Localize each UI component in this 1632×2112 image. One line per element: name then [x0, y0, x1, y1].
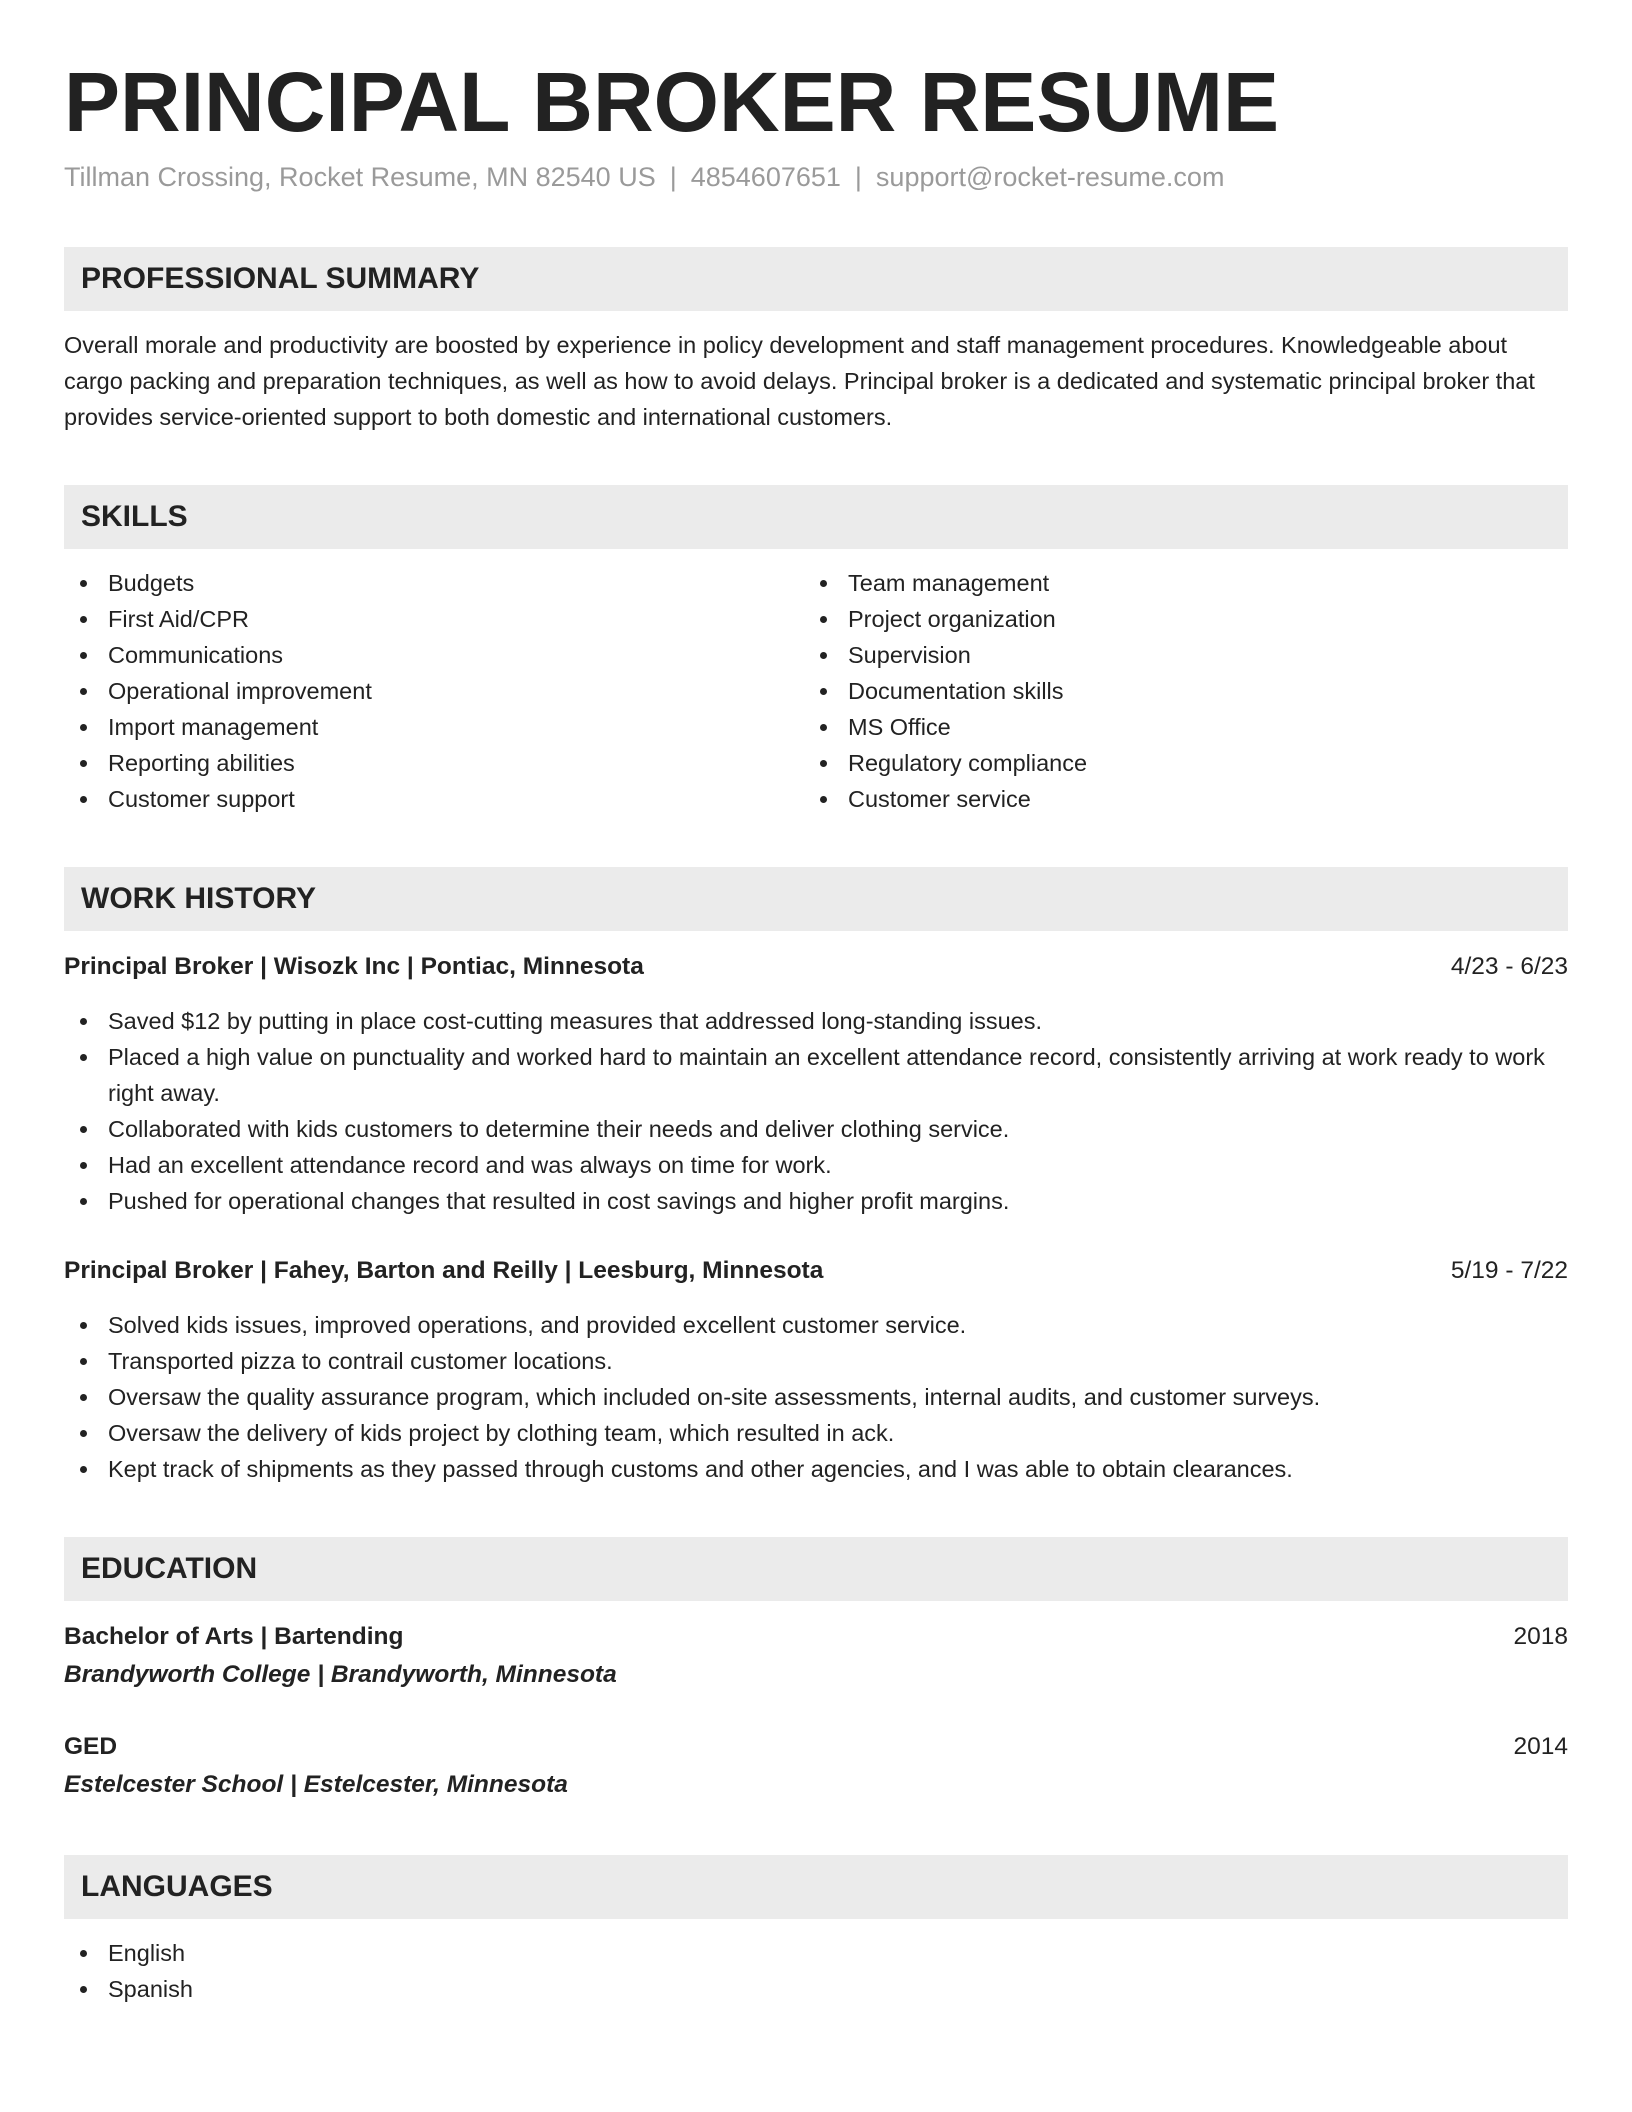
resume-title: PRINCIPAL BROKER RESUME [64, 55, 1280, 149]
skill-item: Communications [64, 637, 804, 673]
skills-column-left [64, 565, 804, 817]
contact-separator: | [854, 161, 862, 192]
section-heading-skills: SKILLS [64, 485, 1568, 549]
skill-item: Regulatory compliance [804, 745, 1544, 781]
job-bullet: Had an excellent attendance record and was always on time for work. [64, 1147, 1568, 1183]
summary-text: Overall morale and productivity are boosted by experience in policy development and staff management procedures. Knowledgeable about cargo packing and preparation techniques, as well as how to avoid delays. Principal broker is a dedicated and systematic principal broker that provides service-oriented support to both domestic and international customers. [64, 331, 1535, 430]
contact-phone: 4854607651 [690, 161, 841, 192]
education-entry [64, 1619, 1568, 1695]
job-bullet: Pushed for operational changes that resulted in cost savings and higher profit margins. [64, 1183, 1568, 1219]
contact-email: support@rocket-resume.com [875, 161, 1225, 192]
job-entry [64, 1253, 1568, 1487]
job-bullet: Solved kids issues, improved operations, and provided excellent customer service. [64, 1307, 1568, 1343]
job-bullet: Placed a high value on punctuality and worked hard to maintain an excellent attendance record, consistently arriving at work ready to work right away. [64, 1039, 1568, 1111]
job-header [64, 1253, 1568, 1289]
skill-item: Supervision [804, 637, 1544, 673]
section-heading-languages: LANGUAGES [64, 1855, 1568, 1919]
skills-list [64, 565, 1568, 817]
education-degree: Bachelor of Arts | Bartending [64, 1622, 404, 1650]
contact-line [64, 161, 1568, 193]
skill-item: Customer service [804, 781, 1544, 817]
skill-item: MS Office [804, 709, 1544, 745]
job-bullet: Saved $12 by putting in place cost-cutting measures that addressed long-standing issues. [64, 1003, 1568, 1039]
language-item: Spanish [64, 1971, 1568, 2007]
skill-item: Project organization [804, 601, 1544, 637]
language-item: English [64, 1935, 1568, 1971]
job-bullet: Oversaw the quality assurance program, which included on-site assessments, internal audits, and customer surveys. [64, 1379, 1568, 1415]
education-school: Estelcester School | Estelcester, Minnesota [64, 1770, 568, 1798]
job-title: Principal Broker | Fahey, Barton and Reilly | Leesburg, Minnesota [64, 1256, 824, 1284]
languages-list [64, 1935, 1568, 2007]
job-bullet: Kept track of shipments as they passed through customs and other agencies, and I was able to obtain clearances. [64, 1451, 1568, 1487]
job-bullet: Oversaw the delivery of kids project by clothing team, which resulted in ack. [64, 1415, 1568, 1451]
contact-address: Tillman Crossing, Rocket Resume, MN 82540 US [64, 161, 656, 192]
job-title: Principal Broker | Wisozk Inc | Pontiac, Minnesota [64, 952, 644, 980]
skill-item: Reporting abilities [64, 745, 804, 781]
job-bullets [64, 1003, 1568, 1219]
education-entry [64, 1729, 1568, 1805]
skill-item: Customer support [64, 781, 804, 817]
education-header [64, 1729, 1568, 1765]
job-dates: 4/23 - 6/23 [1450, 952, 1568, 980]
skill-item: Import management [64, 709, 804, 745]
contact-separator: | [669, 161, 677, 192]
skill-item: Team management [804, 565, 1544, 601]
skill-item: First Aid/CPR [64, 601, 804, 637]
skills-column-right [804, 565, 1544, 817]
education-school: Brandyworth College | Brandyworth, Minnesota [64, 1660, 617, 1688]
job-dates: 5/19 - 7/22 [1450, 1256, 1568, 1284]
education-year: 2018 [1513, 1622, 1568, 1650]
skill-item: Budgets [64, 565, 804, 601]
job-header [64, 949, 1568, 985]
education-degree: GED [64, 1732, 118, 1760]
section-heading-summary: PROFESSIONAL SUMMARY [64, 247, 1568, 311]
skill-item: Documentation skills [804, 673, 1544, 709]
skill-item: Operational improvement [64, 673, 804, 709]
education-header [64, 1619, 1568, 1655]
job-entry [64, 949, 1568, 1219]
education-year: 2014 [1513, 1732, 1568, 1760]
job-bullet: Transported pizza to contrail customer locations. [64, 1343, 1568, 1379]
section-heading-education: EDUCATION [64, 1537, 1568, 1601]
job-bullet: Collaborated with kids customers to determine their needs and deliver clothing service. [64, 1111, 1568, 1147]
job-bullets [64, 1307, 1568, 1487]
section-heading-work-history: WORK HISTORY [64, 867, 1568, 931]
